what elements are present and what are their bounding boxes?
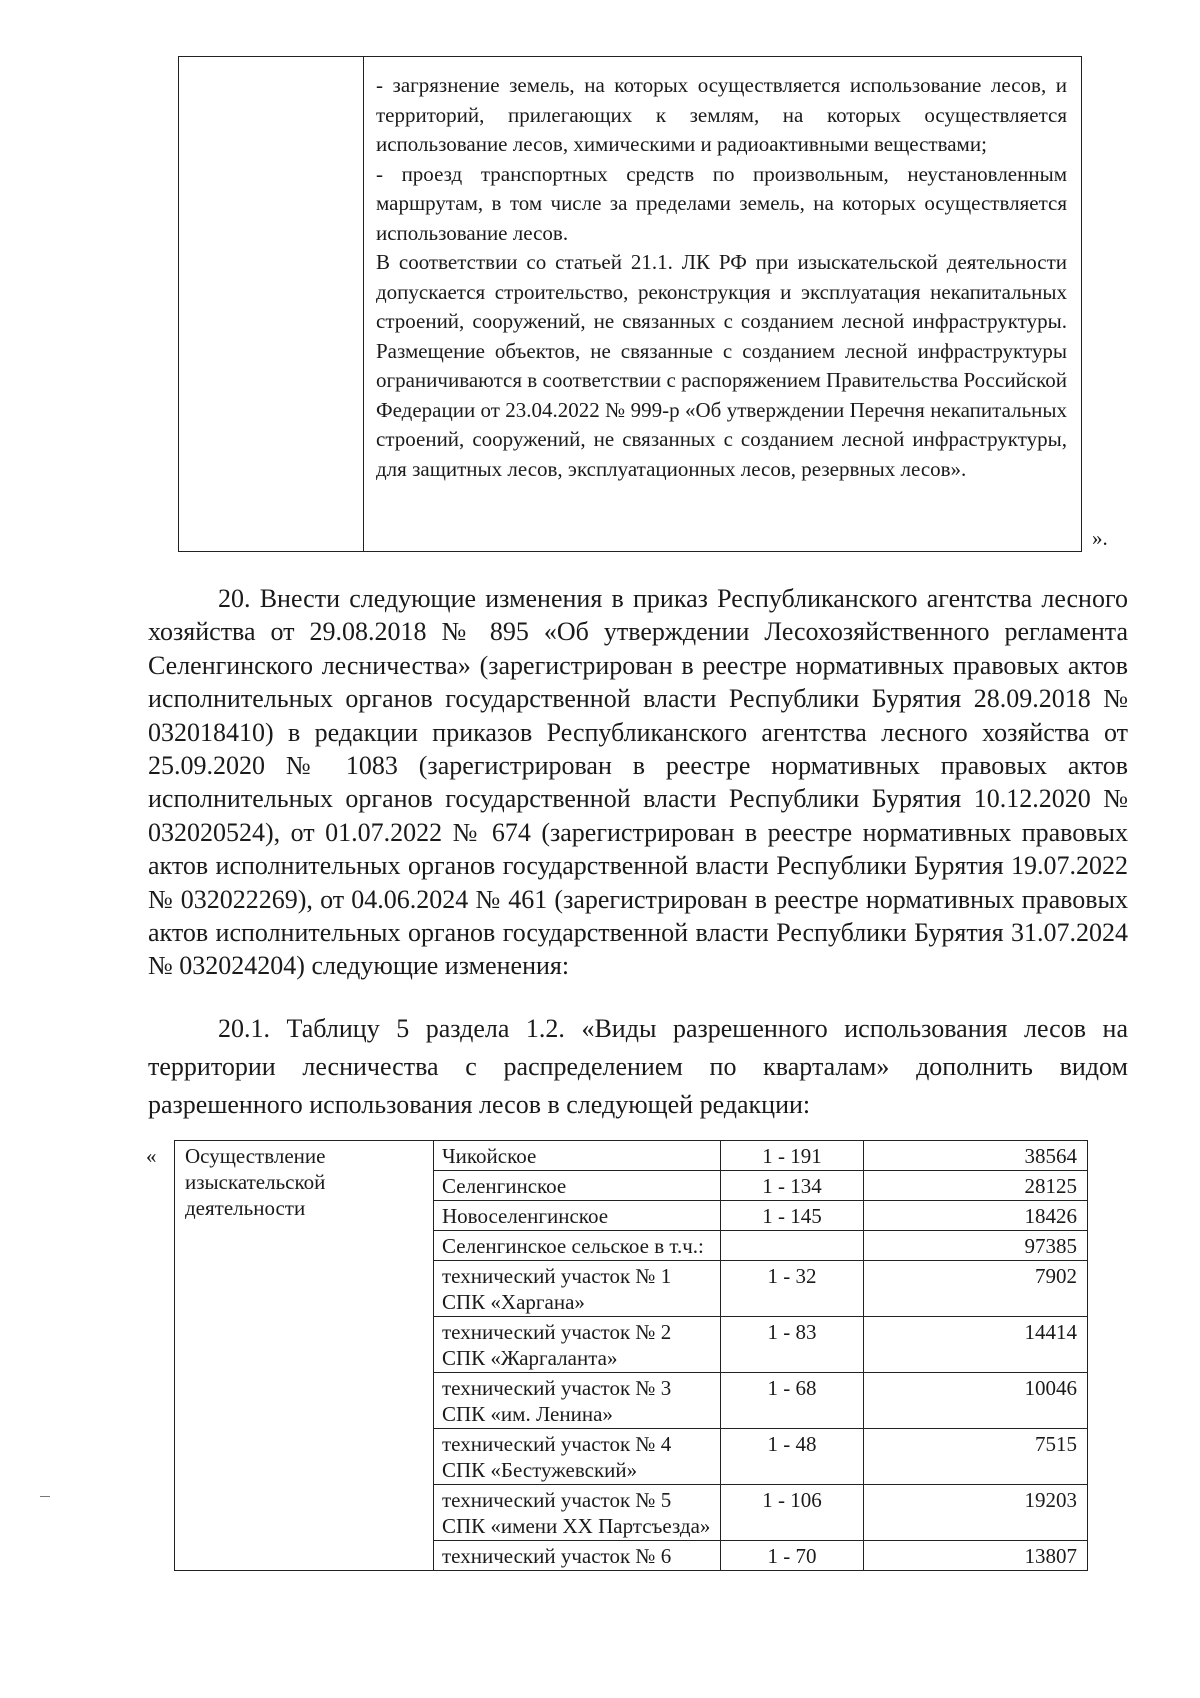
quarters-cell: 1 - 70 bbox=[721, 1541, 864, 1571]
opening-quote-mark: « bbox=[146, 1144, 157, 1168]
forestry-name-cell: технический участок № 2 СПК «Жаргаланта» bbox=[434, 1317, 721, 1373]
forestry-name-cell: технический участок № 1 СПК «Харгана» bbox=[434, 1261, 721, 1317]
forestry-name-cell: технический участок № 5 СПК «имени XX Партсъезда» bbox=[434, 1485, 721, 1541]
paragraph-20-1-block bbox=[148, 1010, 1128, 1124]
area-cell: 28125 bbox=[864, 1171, 1088, 1201]
forestry-name-cell: Чикойское bbox=[434, 1141, 721, 1171]
table-row bbox=[175, 1141, 1088, 1171]
quarters-cell: 1 - 106 bbox=[721, 1485, 864, 1541]
margin-mark bbox=[40, 1496, 50, 1497]
quarters-cell: 1 - 83 bbox=[721, 1317, 864, 1373]
area-cell: 38564 bbox=[864, 1141, 1088, 1171]
quarters-cell: 1 - 48 bbox=[721, 1429, 864, 1485]
paragraph-20-1: 20.1. Таблицу 5 раздела 1.2. «Виды разрешенного использования лесов на территории лесничества с распределением по кварталам» дополнить видом разрешенного использования лесов в следующей редакции: bbox=[148, 1014, 1128, 1119]
forestry-name-cell: технический участок № 3 СПК «им. Ленина» bbox=[434, 1373, 721, 1429]
area-cell: 10046 bbox=[864, 1373, 1088, 1429]
forestry-name-cell: Селенгинское сельское в т.ч.: bbox=[434, 1231, 721, 1261]
top-table-left-cell bbox=[179, 57, 364, 552]
top-paragraph-pollution: - загрязнение земель, на которых осуществляется использование лесов, и территорий, прилегающих к землям, на которых осуществляется использование лесов, химическими и радиоактивными веществами; bbox=[376, 73, 1067, 156]
quarters-cell: 1 - 68 bbox=[721, 1373, 864, 1429]
area-cell: 7902 bbox=[864, 1261, 1088, 1317]
top-table-text-cell bbox=[364, 57, 1082, 552]
quarters-cell: 1 - 145 bbox=[721, 1201, 864, 1231]
quarters-cell bbox=[721, 1231, 864, 1261]
forestry-usage-table bbox=[174, 1140, 1088, 1571]
quarters-cell: 1 - 191 bbox=[721, 1141, 864, 1171]
closing-quote-mark: ». bbox=[1092, 526, 1108, 550]
forestry-name-cell: Новоселенгинское bbox=[434, 1201, 721, 1231]
area-cell: 18426 bbox=[864, 1201, 1088, 1231]
top-table bbox=[178, 56, 1082, 552]
quarters-cell: 1 - 32 bbox=[721, 1261, 864, 1317]
forestry-name-cell: технический участок № 4 СПК «Бестужевский» bbox=[434, 1429, 721, 1485]
area-cell: 14414 bbox=[864, 1317, 1088, 1373]
usage-kind-cell: Осуществление изыскательской деятельности bbox=[175, 1141, 434, 1571]
area-cell: 7515 bbox=[864, 1429, 1088, 1485]
paragraph-20: 20. Внести следующие изменения в приказ Республиканского агентства лесного хозяйства от 29.08.2018 № 895 «Об утверждении Лесохозяйственного регламента Селенгинского лесничества» (зарегистрирован в реестре нормативных правовых актов исполнительных органов государственной власти Республики Бурятия 28.09.2018 № 032018410) в редакции приказов Республиканского агентства лесного хозяйства от 25.09.2020 № 1083 (зарегистрирован в реестре нормативных правовых актов исполнительных органов государственной власти Республики Бурятия 10.12.2020 № 032020524), от 01.07.2022 № 674 (зарегистрирован в реестре нормативных правовых актов исполнительных органов государственной власти Республики Бурятия 19.07.2022 № 032022269), от 04.06.2024 № 461 (зарегистрирован в реестре нормативных правовых актов исполнительных органов государственной власти Республики Бурятия 31.07.2024 № 032024204) следующие изменения: bbox=[148, 584, 1128, 981]
forestry-name-cell: технический участок № 6 bbox=[434, 1541, 721, 1571]
area-cell: 19203 bbox=[864, 1485, 1088, 1541]
top-paragraph-vehicles: - проезд транспортных средств по произвольным, неустановленным маршрутам, в том числе за пределами земель, на которых осуществляется использование лесов. bbox=[376, 161, 1067, 245]
area-cell: 13807 bbox=[864, 1541, 1088, 1571]
quarters-cell: 1 - 134 bbox=[721, 1171, 864, 1201]
top-paragraph-article-21-1: В соответствии со статьей 21.1. ЛК РФ при изыскательской деятельности допускается строительство, реконструкция и эксплуатация некапитальных строений, сооружений, не связанных с созданием лесной инфраструктуры. Размещение объектов, не связанные с созданием лесной инфраструктуры ограничиваются в соответствии с распоряжением Правительства Российской Федерации от 23.04.2022 № 999-р «Об утверждении Перечня некапитальных строений, сооружений, не связанных с созданием лесной инфраструктуры, для защитных лесов, эксплуатационных лесов, резервных лесов». bbox=[376, 250, 1067, 481]
paragraph-20-block bbox=[148, 582, 1128, 983]
area-cell: 97385 bbox=[864, 1231, 1088, 1261]
forestry-name-cell: Селенгинское bbox=[434, 1171, 721, 1201]
